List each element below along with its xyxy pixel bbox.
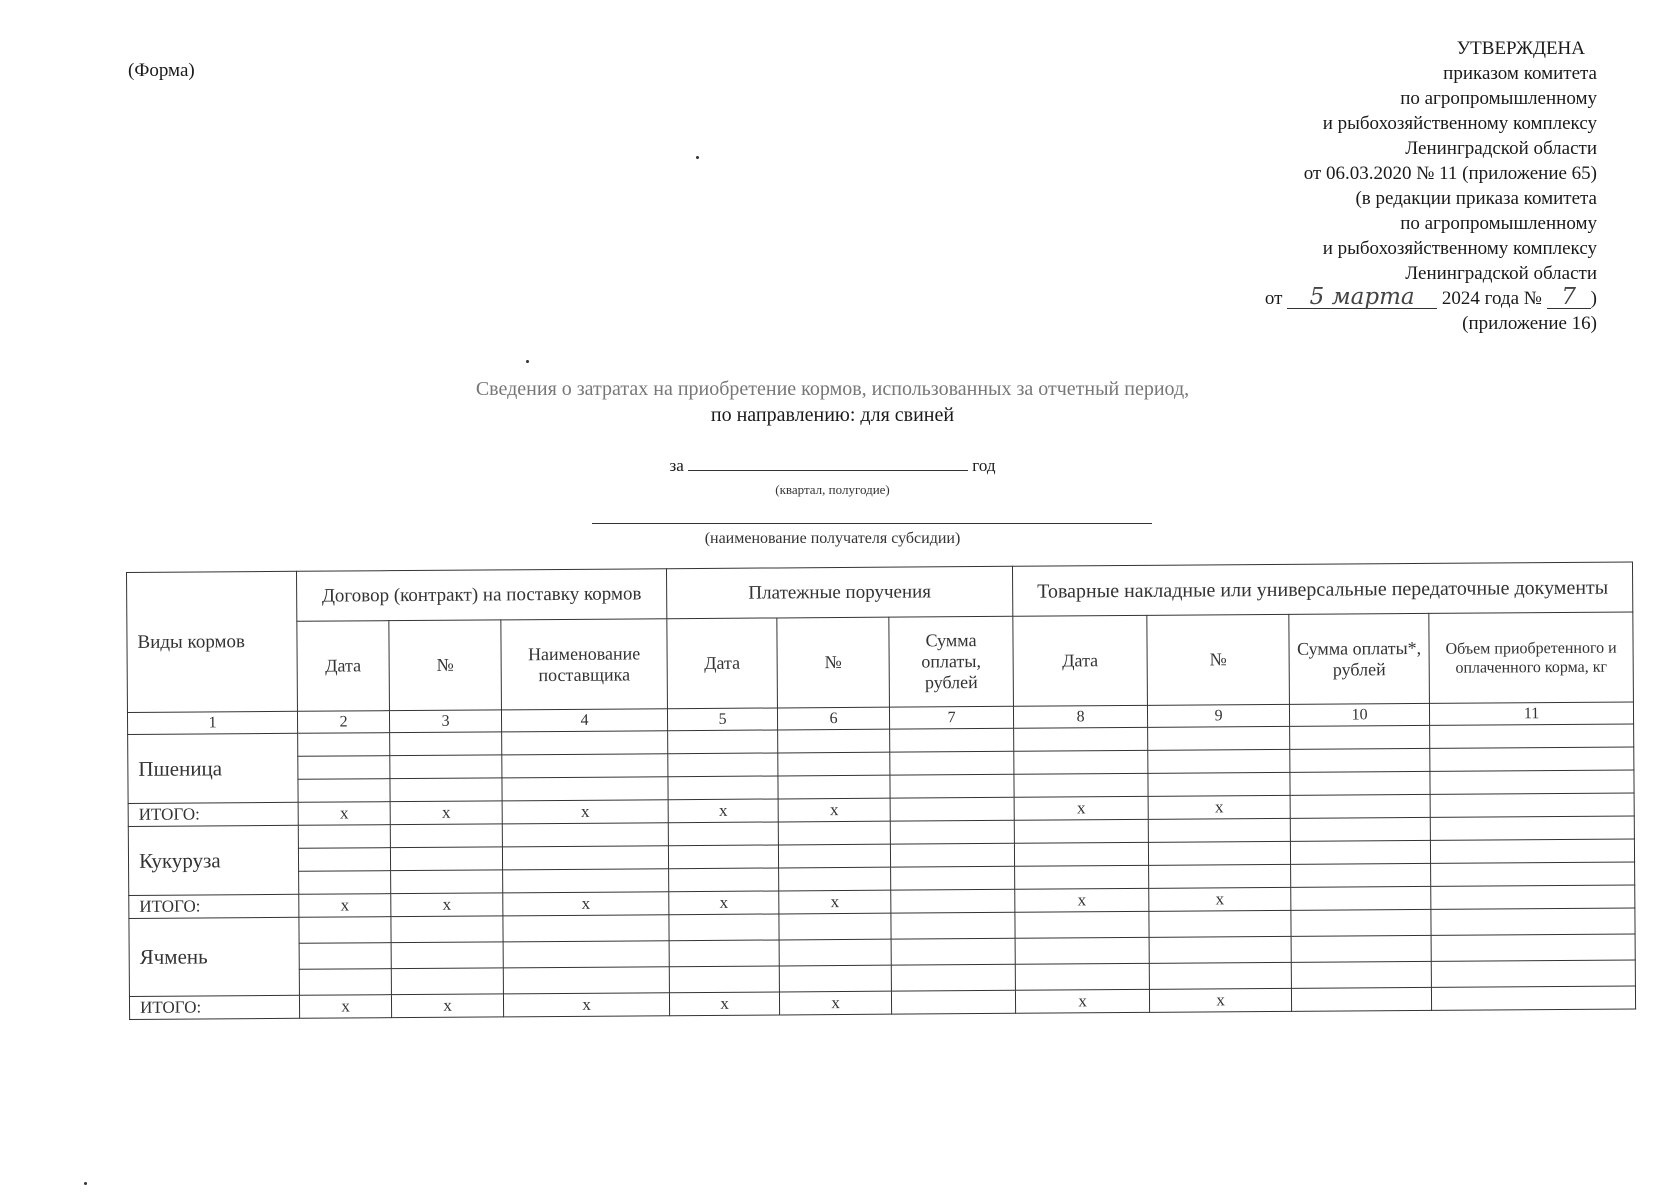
col-payment-no: № <box>777 617 890 708</box>
header-invoices: Товарные накладные или универсальные передаточные документы <box>1013 562 1633 616</box>
x-mark: х <box>503 892 669 916</box>
col-number: 8 <box>1014 705 1148 728</box>
col-number: 6 <box>777 707 889 730</box>
col-number: 10 <box>1289 703 1429 726</box>
x-mark: х <box>1149 887 1291 911</box>
approval-line: по агропромышленному <box>1400 213 1597 234</box>
scan-speck <box>526 360 529 363</box>
col-number: 11 <box>1429 702 1633 725</box>
approval-line: по агропромышленному <box>1400 88 1597 109</box>
form-label: (Форма) <box>128 60 195 81</box>
scan-speck <box>84 1182 87 1185</box>
header-payment-orders: Платежные поручения <box>667 566 1013 618</box>
col-payment-sum: Сумма оплаты, рублей <box>889 616 1014 707</box>
period-prefix: за <box>669 456 684 475</box>
approval-block <box>1077 36 1597 336</box>
x-mark: х <box>1148 795 1290 819</box>
approval-line: Ленинградской области <box>1405 138 1597 159</box>
from-prefix: от <box>1264 288 1283 309</box>
col-supplier: Наименование поставщика <box>501 619 668 710</box>
total-label: ИТОГО: <box>129 995 299 1019</box>
document-title <box>0 376 1665 428</box>
period-line <box>0 456 1665 476</box>
recipient-blank-line <box>592 523 1152 524</box>
approval-line: от 06.03.2020 № 11 (приложение 65) <box>1303 163 1597 184</box>
x-mark: х <box>390 801 502 825</box>
x-mark: х <box>502 800 668 824</box>
col-number: 4 <box>501 709 667 732</box>
year-text: 2024 года № <box>1441 288 1542 309</box>
col-payment-date: Дата <box>667 618 778 709</box>
col-invoice-no: № <box>1147 614 1290 705</box>
approval-line: и рыбохозяйственному комплексу <box>1322 238 1597 259</box>
approval-line: приказом комитета <box>1443 63 1597 84</box>
title-line-2: по направлению: для свиней <box>710 404 955 426</box>
x-mark: х <box>1015 989 1149 1013</box>
x-mark: х <box>669 891 779 915</box>
x-mark: х <box>299 894 391 918</box>
col-contract-no: № <box>389 620 502 711</box>
x-mark: х <box>299 995 391 1019</box>
approval-line: и рыбохозяйственному комплексу <box>1322 113 1597 134</box>
x-mark: х <box>779 991 891 1015</box>
total-label: ИТОГО: <box>128 802 298 826</box>
approval-line: Ленинградской области <box>1405 263 1597 284</box>
x-mark: х <box>391 893 503 917</box>
header-feed-type: Виды кормов <box>127 571 298 712</box>
x-mark: х <box>669 992 779 1016</box>
title-line-1: Сведения о затратах на приобретение кормов, использованных за отчетный период, <box>475 378 1190 400</box>
feed-costs-table-wrap <box>126 561 1635 1020</box>
handwritten-date: 5 марта <box>1287 286 1437 309</box>
feed-name-wheat: Пшеница <box>128 733 298 803</box>
x-mark: х <box>298 802 390 826</box>
x-mark: х <box>668 799 778 823</box>
x-mark: х <box>1015 888 1149 912</box>
scan-speck <box>696 156 699 159</box>
col-volume: Объем приобретенного и оплаченного корма, кг <box>1429 612 1634 703</box>
col-number: 3 <box>389 710 501 733</box>
x-mark: х <box>391 994 503 1018</box>
x-mark: х <box>1149 988 1291 1012</box>
feed-costs-table <box>126 561 1636 1020</box>
period-hint: (квартал, полугодие) <box>775 482 890 497</box>
col-number: 7 <box>889 706 1013 729</box>
header-contract: Договор (контракт) на поставку кормов <box>296 569 666 622</box>
x-mark: х <box>778 798 890 822</box>
closing-paren: ) <box>1590 288 1597 309</box>
approval-date-line <box>1077 286 1597 311</box>
feed-name-corn: Кукуруза <box>128 825 298 895</box>
x-mark: х <box>1014 796 1148 820</box>
period-suffix: год <box>972 456 996 475</box>
approved-heading: УТВЕРЖДЕНА <box>1456 38 1585 59</box>
col-invoice-sum: Сумма оплаты*, рублей <box>1289 613 1430 704</box>
col-invoice-date: Дата <box>1013 615 1148 706</box>
x-mark: х <box>503 993 669 1017</box>
x-mark: х <box>779 890 891 914</box>
col-number: 9 <box>1148 704 1290 727</box>
col-number: 5 <box>667 708 777 731</box>
approval-appendix: (приложение 16) <box>1462 313 1597 334</box>
col-contract-date: Дата <box>297 621 390 712</box>
recipient-hint: (наименование получателя субсидии) <box>704 530 961 547</box>
col-number: 1 <box>127 711 297 734</box>
handwritten-order-number: 7 <box>1547 286 1591 309</box>
total-label: ИТОГО: <box>129 894 299 918</box>
approval-line: (в редакции приказа комитета <box>1355 188 1597 209</box>
period-blank <box>688 456 968 471</box>
col-number: 2 <box>297 711 389 734</box>
feed-name-barley: Ячмень <box>129 917 300 996</box>
